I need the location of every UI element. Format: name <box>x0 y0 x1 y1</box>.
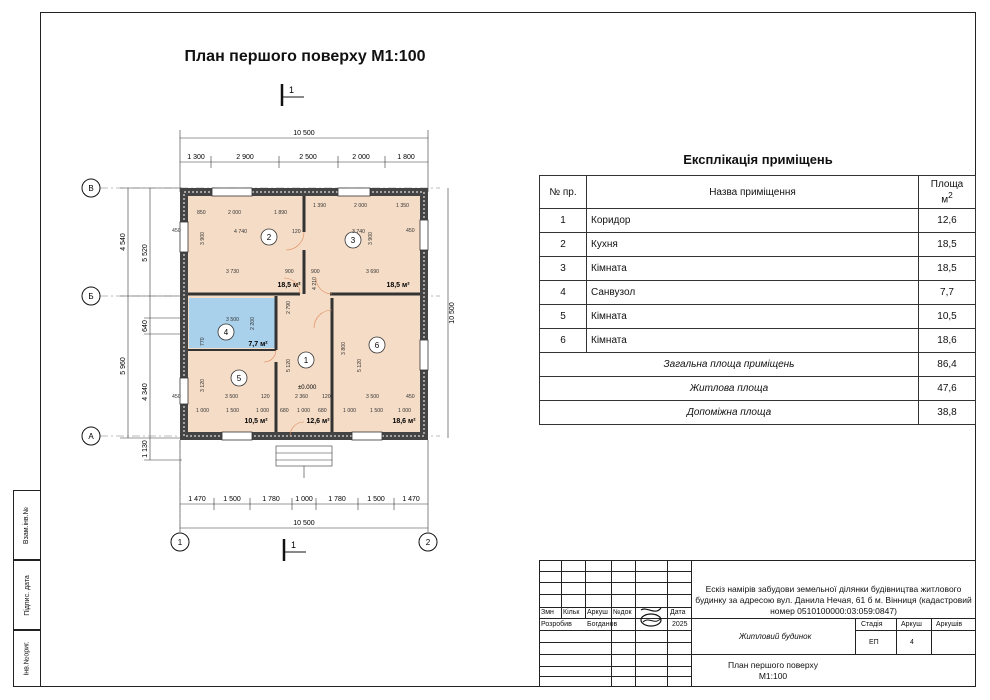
bottom-dim: 1 780 <box>328 496 346 503</box>
row-name: Кухня <box>587 233 919 257</box>
inner-dim: 680 <box>280 408 289 414</box>
inner-dim: 680 <box>318 408 327 414</box>
inner-dim: 1 000 <box>256 408 269 414</box>
inner-dim: 1 500 <box>226 408 239 414</box>
title-block <box>539 560 976 687</box>
inner-dim: 3 120 <box>200 379 206 392</box>
axis-label: 2 <box>425 538 431 547</box>
row-name: Кімната <box>587 305 919 329</box>
stamp-col-label: Дата <box>670 609 686 616</box>
room-number: 5 <box>236 374 242 383</box>
side-stamp-cell <box>13 630 41 687</box>
row-name: Санвузол <box>587 281 919 305</box>
left-dim: 4 540 <box>120 233 127 251</box>
entrance-steps <box>276 446 332 478</box>
table-row <box>540 329 976 353</box>
inner-dim: 3 690 <box>366 269 379 275</box>
bottom-dim: 1 000 <box>295 496 313 503</box>
section-label: 1 <box>291 540 297 550</box>
stamp-col-label: Змн <box>541 609 554 616</box>
top-dim: 2 500 <box>299 154 317 161</box>
left-dim: 5 960 <box>120 357 127 375</box>
room-number: 3 <box>350 236 356 245</box>
inner-dim: 2 790 <box>286 301 292 314</box>
room-number: 6 <box>374 341 380 350</box>
axis-1 <box>171 440 189 551</box>
plan-title: План першого поверху М1:100 <box>184 48 426 65</box>
bottom-dim: 1 780 <box>262 496 280 503</box>
stamp-col-label: Кільк <box>563 609 580 616</box>
signature-icon <box>637 604 665 630</box>
header-area-sup: 2 <box>948 189 953 200</box>
inner-dim: 770 <box>200 337 206 346</box>
left-inner-dim: 5 520 <box>142 244 149 262</box>
stamp-col-label: №док <box>613 609 632 616</box>
header-area-label: Площа <box>930 178 964 190</box>
inner-dim: 2 360 <box>295 394 308 400</box>
inner-dim: 3 730 <box>226 269 239 275</box>
inner-dim: 850 <box>197 210 206 216</box>
top-dimensions <box>180 130 428 192</box>
inner-dim: 450 <box>172 228 181 234</box>
row-num: 6 <box>540 329 587 353</box>
left-inner-dim: 640 <box>142 320 149 332</box>
table-row <box>540 209 976 233</box>
inner-dim: 3 500 <box>225 394 238 400</box>
sheet-title: План першого поверху <box>727 660 819 670</box>
inner-dim: 3 500 <box>366 394 379 400</box>
row-area: 18,5 <box>919 257 976 281</box>
sheet-label: Аркуш <box>901 621 922 628</box>
left-inner-dim: 1 130 <box>142 440 149 458</box>
inner-dim: 2 200 <box>250 317 256 330</box>
inner-dim: 900 <box>311 269 320 275</box>
inner-dim: 1 390 <box>313 203 326 209</box>
developer-name: Богданов <box>587 621 618 628</box>
header-area <box>919 176 976 209</box>
axis-label: 1 <box>177 538 183 547</box>
section-marker-top <box>276 82 306 108</box>
inner-dim: 1 500 <box>370 408 383 414</box>
inner-dim: 1 000 <box>343 408 356 414</box>
bottom-dimensions <box>180 440 428 532</box>
side-stamp-label: Підпис. дата <box>23 574 31 616</box>
bottom-dim: 1 500 <box>367 496 385 503</box>
table-row <box>540 281 976 305</box>
stage-value: ЕП <box>869 639 879 646</box>
top-dim: 1 800 <box>397 154 415 161</box>
inner-dim: 120 <box>322 394 331 400</box>
inner-dim: 3 500 <box>226 317 239 323</box>
inner-dim: 120 <box>261 394 270 400</box>
inner-dim: 1 000 <box>196 408 209 414</box>
sheet-scale: М1:100 <box>758 671 788 681</box>
room-area: 7,7 м² <box>248 341 268 348</box>
sheets-label: Аркушів <box>936 621 963 628</box>
inner-dim: 1 000 <box>398 408 411 414</box>
inner-dim: 450 <box>406 394 415 400</box>
top-dim: 2 000 <box>352 154 370 161</box>
total-name: Житлова площа <box>540 377 919 401</box>
inner-dim: 5 120 <box>357 359 363 372</box>
inner-dim: 2 000 <box>354 203 367 209</box>
room-area: 18,5 м² <box>386 282 410 289</box>
header-area-unit: м <box>941 194 949 206</box>
bottom-dim: 1 470 <box>402 496 420 503</box>
total-name: Загальна площа приміщень <box>540 353 919 377</box>
table-row <box>540 257 976 281</box>
overall-width-dim: 10 500 <box>293 130 315 137</box>
room-number: 2 <box>266 233 272 242</box>
inner-dim: 900 <box>285 269 294 275</box>
inner-dim: 2 000 <box>228 210 241 216</box>
inner-dim: 3 740 <box>352 229 365 235</box>
table-total-row <box>540 353 976 377</box>
room-area: 10,5 м² <box>244 418 268 425</box>
stage-label: Стадія <box>861 621 883 628</box>
side-stamp-cell <box>13 560 41 630</box>
total-name: Допоміжна площа <box>540 401 919 425</box>
header-name: Назва приміщення <box>587 176 919 209</box>
inner-dim: 4 210 <box>312 277 318 290</box>
room-area: 12,6 м² <box>306 418 330 425</box>
axis-label: А <box>88 432 94 441</box>
row-name: Кімната <box>587 257 919 281</box>
row-area: 10,5 <box>919 305 976 329</box>
inner-dim: 3 900 <box>200 232 206 245</box>
room-number: 4 <box>223 328 229 337</box>
row-name: Коридор <box>587 209 919 233</box>
total-area: 86,4 <box>919 353 976 377</box>
left-inner-dim: 4 340 <box>142 383 149 401</box>
inner-dim: 1 890 <box>274 210 287 216</box>
row-area: 18,5 <box>919 233 976 257</box>
total-area: 38,8 <box>919 401 976 425</box>
overall-width-dim: 10 500 <box>293 520 315 527</box>
row-num: 1 <box>540 209 587 233</box>
axis-label: В <box>88 184 94 193</box>
inner-dim: 450 <box>406 228 415 234</box>
sheet-value: 4 <box>910 639 914 646</box>
inner-dim: 1 350 <box>396 203 409 209</box>
room-area: 18,6 м² <box>392 418 416 425</box>
explication-table <box>539 175 976 425</box>
overall-height-dim: 10 500 <box>449 302 456 324</box>
side-stamp <box>13 490 41 687</box>
developer-label: Розробив <box>541 621 572 628</box>
level-mark: ±0.000 <box>298 385 317 391</box>
table-total-row <box>540 401 976 425</box>
total-area: 47,6 <box>919 377 976 401</box>
side-stamp-label: Взам.інв.№ <box>23 506 31 544</box>
row-num: 3 <box>540 257 587 281</box>
row-num: 2 <box>540 233 587 257</box>
side-stamp-label: Інв.№ориг. <box>23 641 31 676</box>
row-area: 12,6 <box>919 209 976 233</box>
project-description: Ескіз намірів забудови земельної ділянки будівництва житлового будинку за адресою вул. Данила Нечая, 61 б м. Вінниця (кадастровий номер 0510100000:03:059:0847) <box>695 584 972 616</box>
room-number: 1 <box>303 356 309 365</box>
inner-dim: 450 <box>172 394 181 400</box>
stamp-date: 2025 <box>672 621 688 628</box>
inner-dim: 4 740 <box>234 229 247 235</box>
section-label: 1 <box>289 85 295 95</box>
axis-label: Б <box>88 292 94 301</box>
side-stamp-cell <box>13 490 41 560</box>
table-header <box>540 176 976 209</box>
inner-dim: 1 000 <box>297 408 310 414</box>
floor-plan <box>70 120 510 560</box>
top-dim: 1 300 <box>187 154 205 161</box>
axis-2 <box>419 533 437 551</box>
bottom-dim: 1 500 <box>223 496 241 503</box>
row-num: 4 <box>540 281 587 305</box>
row-num: 5 <box>540 305 587 329</box>
stamp-col-label: Аркуш <box>587 609 608 616</box>
table-row <box>540 233 976 257</box>
explication-title: Експлікація приміщень <box>683 152 833 167</box>
header-num: № пр. <box>540 176 587 209</box>
row-name: Кімната <box>587 329 919 353</box>
row-area: 18,6 <box>919 329 976 353</box>
top-dim: 2 900 <box>236 154 254 161</box>
inner-dim: 3 900 <box>368 232 374 245</box>
inner-dim: 3 800 <box>341 342 347 355</box>
room-area: 18,5 м² <box>277 282 301 289</box>
table-total-row <box>540 377 976 401</box>
bottom-dim: 1 470 <box>188 496 206 503</box>
inner-dim: 120 <box>292 229 301 235</box>
table-row <box>540 305 976 329</box>
row-area: 7,7 <box>919 281 976 305</box>
building-name: Житловий будинок <box>739 632 812 641</box>
inner-dim: 5 120 <box>286 359 292 372</box>
